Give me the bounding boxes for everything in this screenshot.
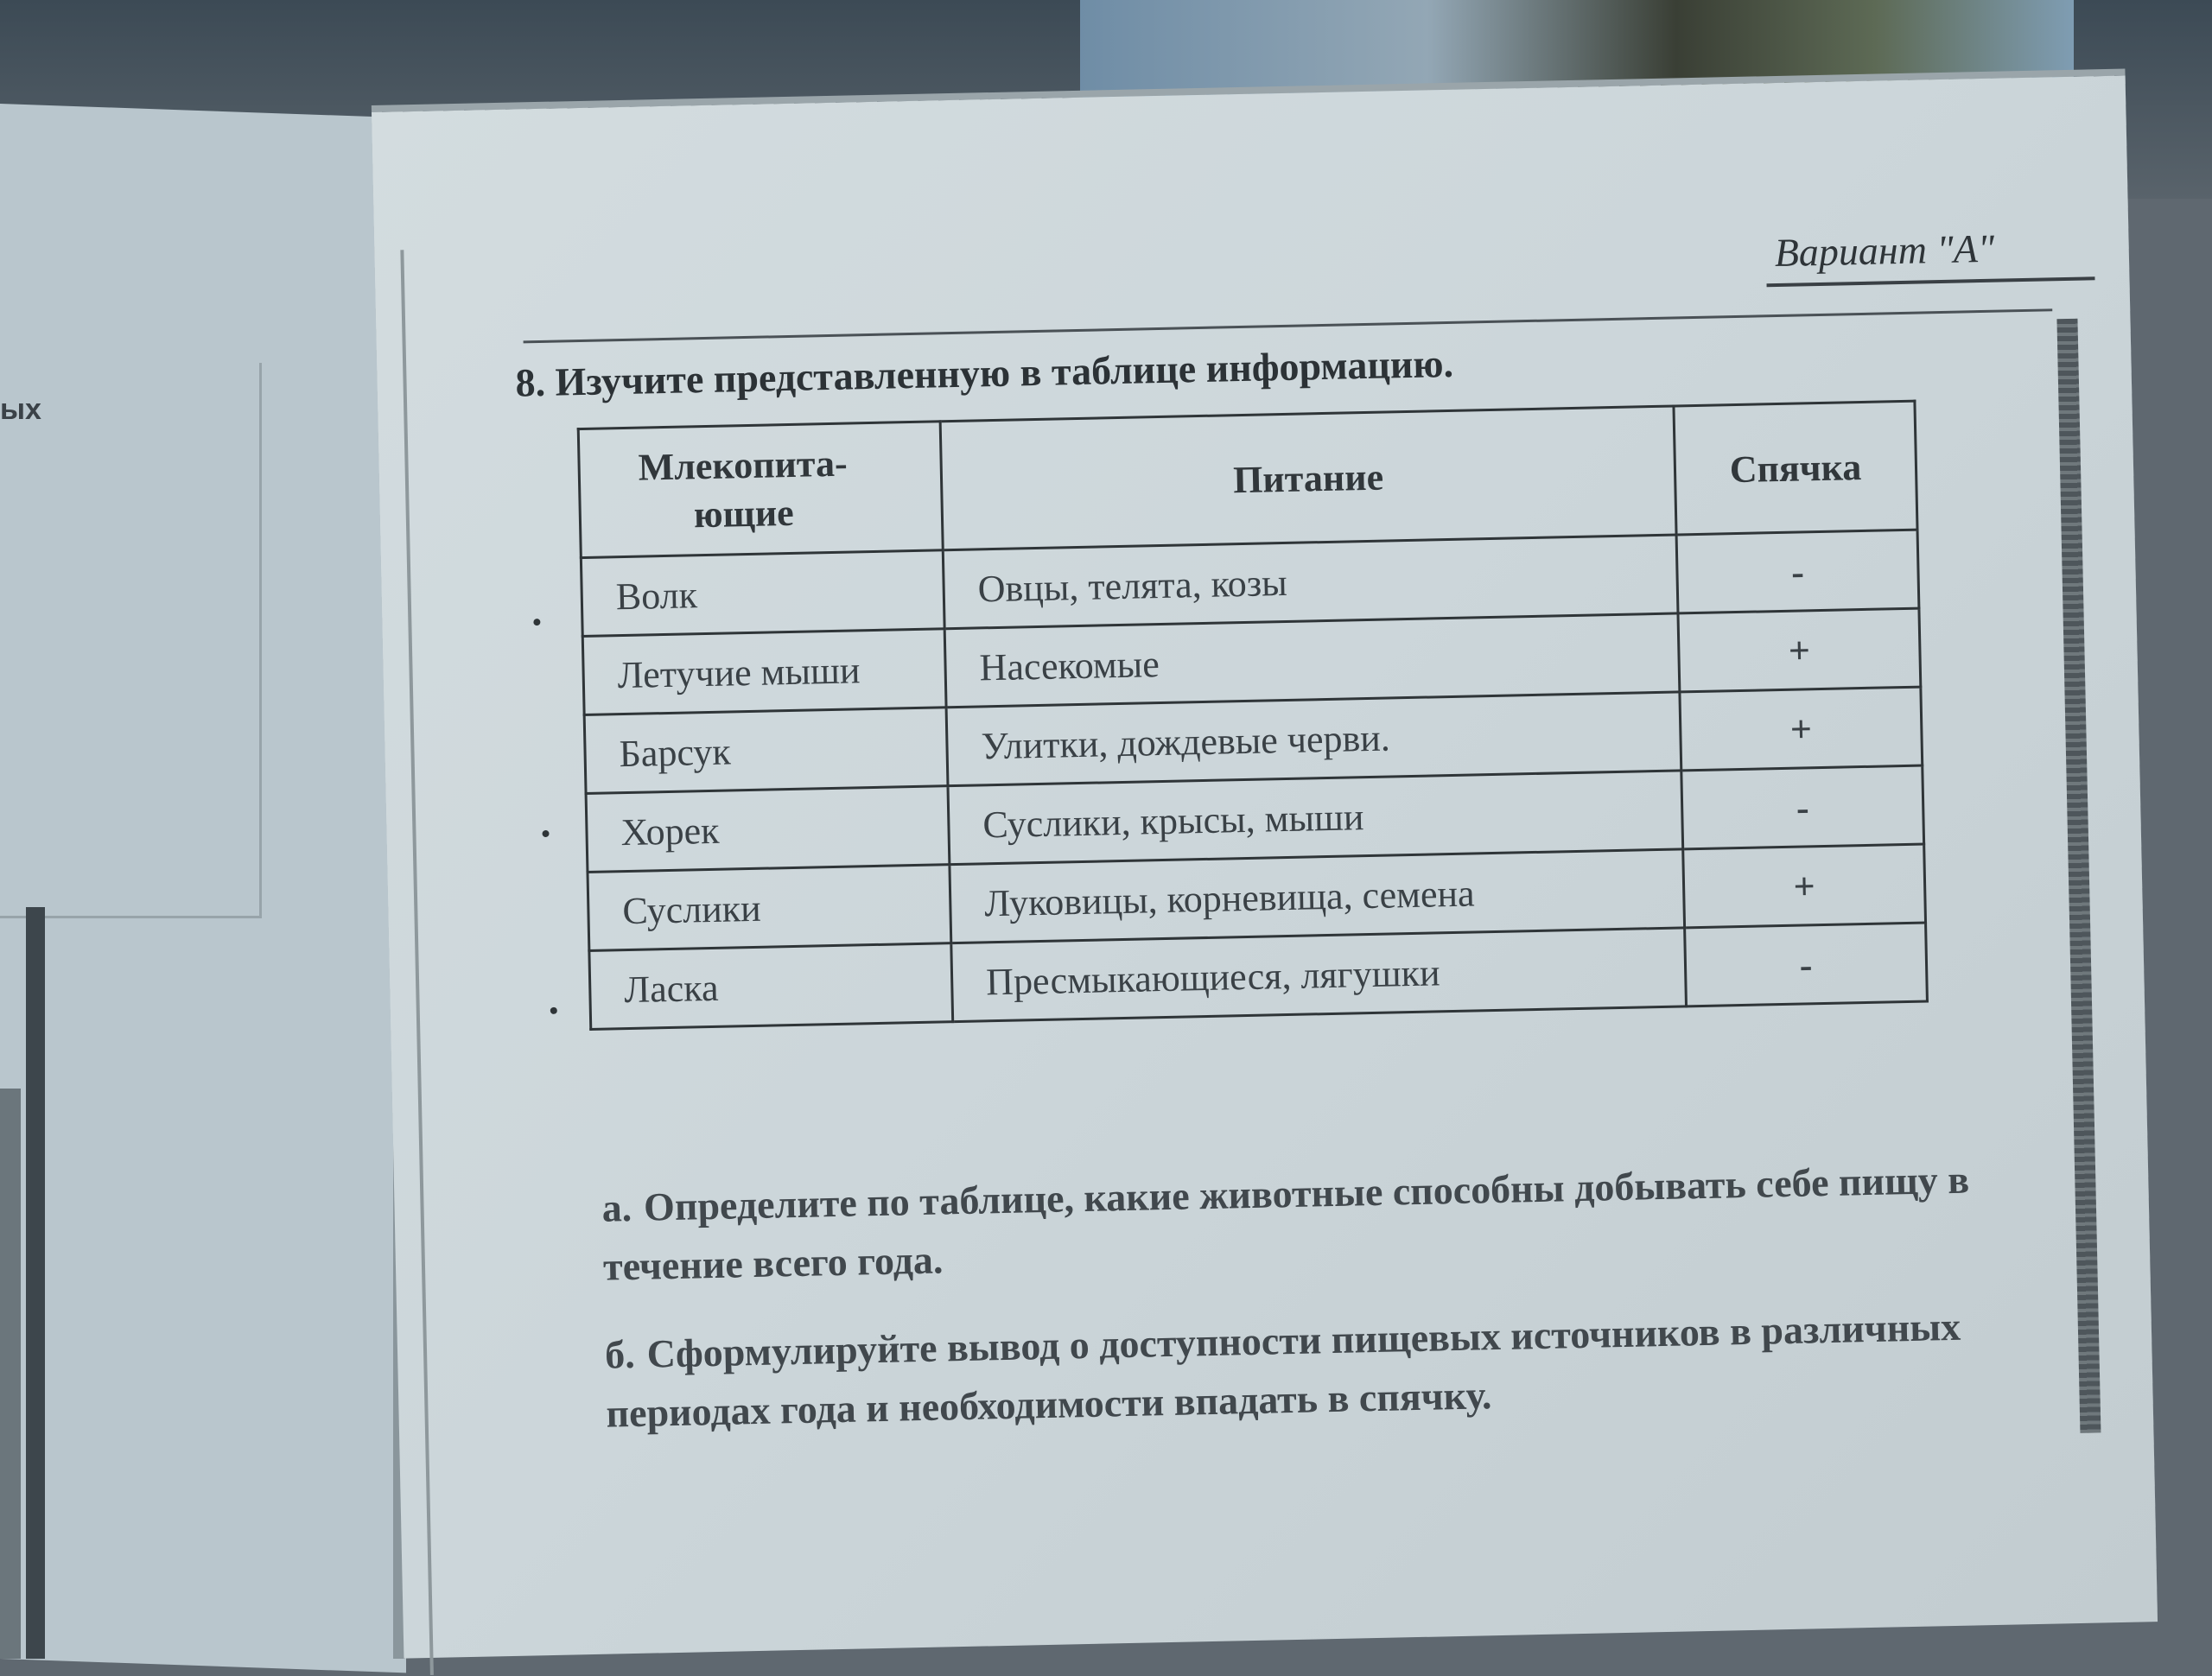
variant-underline bbox=[1767, 276, 2095, 287]
mammals-table bbox=[577, 400, 1929, 1031]
cell-food: Луковицы, корневища, семена bbox=[950, 849, 1685, 943]
cell-mammal: Суслики bbox=[588, 865, 951, 951]
cell-mammal: Волк bbox=[581, 550, 944, 637]
pen-mark bbox=[542, 830, 549, 837]
pen-mark bbox=[550, 1007, 557, 1014]
cell-food: Пресмыкающиеся, лягушки bbox=[951, 928, 1687, 1022]
question-b bbox=[604, 1295, 2075, 1444]
column-header-mammals: Млекопита-ющие bbox=[578, 422, 943, 558]
cell-mammal: Хорек bbox=[586, 786, 950, 873]
left-page-frame bbox=[0, 363, 262, 918]
question-a-text: Определите по таблице, какие животные способны добывать себе пищу в течение всего года. bbox=[602, 1157, 1970, 1289]
cell-food: Суслики, крысы, мыши bbox=[948, 771, 1683, 865]
header-rule bbox=[524, 308, 2053, 343]
pen-mark bbox=[533, 619, 540, 625]
cell-hibernation: + bbox=[1683, 844, 1926, 928]
cell-hibernation: - bbox=[1676, 530, 1919, 613]
cell-food: Насекомые bbox=[944, 613, 1680, 708]
right-margin-bar bbox=[2056, 319, 2101, 1433]
question-b-text: Сформулируйте вывод о доступности пищевых источников в различных периодах года и необходимости впадать в спячку. bbox=[606, 1304, 1961, 1436]
left-page-text: ых bbox=[0, 393, 41, 426]
page-margin-rule bbox=[400, 250, 434, 1675]
left-page-bar bbox=[26, 907, 45, 1659]
cell-hibernation: + bbox=[1678, 608, 1921, 692]
variant-label: Вариант "А" bbox=[1774, 225, 1995, 276]
column-header-hibernation: Спячка bbox=[1674, 401, 1917, 535]
cell-hibernation: + bbox=[1680, 687, 1923, 771]
task-title: 8. Изучите представленную в таблице информацию. bbox=[515, 340, 1454, 405]
left-page-edge-bar bbox=[0, 1089, 21, 1659]
cell-food: Овцы, телята, козы bbox=[943, 535, 1678, 629]
cell-mammal: Летучие мыши bbox=[582, 629, 946, 715]
cell-food: Улитки, дождевые черви. bbox=[946, 692, 1681, 786]
cell-mammal: Барсук bbox=[584, 708, 948, 794]
cell-hibernation: - bbox=[1681, 765, 1924, 849]
question-a-letter: а. bbox=[601, 1184, 632, 1230]
question-b-letter: б. bbox=[604, 1331, 636, 1377]
cell-hibernation: - bbox=[1685, 923, 1928, 1006]
cell-mammal: Ласка bbox=[589, 943, 953, 1030]
column-header-food: Питание bbox=[940, 406, 1676, 550]
question-a bbox=[601, 1148, 2072, 1297]
worksheet-page bbox=[372, 75, 2158, 1658]
